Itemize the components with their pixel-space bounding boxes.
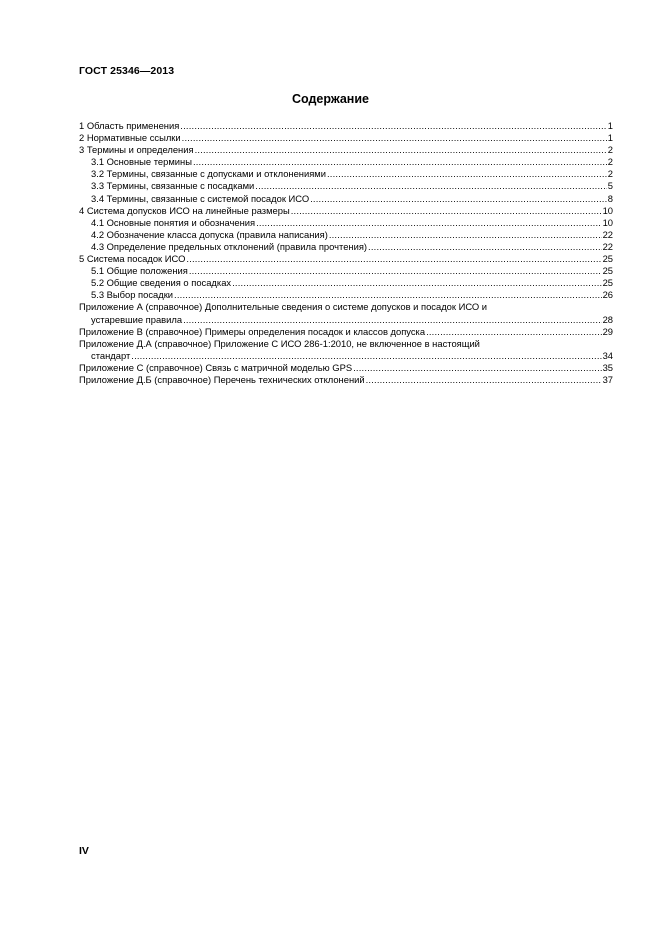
toc-entry-page: 2 (607, 156, 613, 168)
toc-entry-page: 10 (602, 216, 613, 228)
toc-entry-text: 4.2 Обозначение класса допуска (правила написания) (91, 228, 328, 240)
toc-appendix-entry[interactable] (79, 301, 613, 313)
toc-leader-dots (255, 180, 606, 192)
toc-leader-dots (232, 277, 601, 289)
toc-subentry[interactable] (79, 289, 613, 301)
toc-appendix-entry[interactable] (79, 374, 613, 386)
toc-entry-page: 37 (602, 373, 613, 385)
toc-leader-dots (193, 156, 607, 168)
toc-entry-text: 4 Система допусков ИСО на линейные размеры (79, 204, 290, 216)
toc-entry[interactable] (79, 144, 613, 156)
toc-entry-text: 5.2 Общие сведения о посадках (91, 277, 232, 289)
toc-subentry[interactable] (79, 217, 613, 229)
toc-leader-dots (182, 132, 607, 144)
toc-entry-text: Приложение А (справочное) Дополнительные сведения о системе допусков и посадок ИСО и (79, 301, 488, 313)
toc-leader-dots (256, 217, 601, 229)
toc-entry-text: 2 Нормативные ссылки (79, 132, 181, 144)
toc-entry-text: 5 Система посадок ИСО (79, 253, 186, 265)
toc-entry-text: 1 Область применения (79, 120, 180, 131)
toc-entry-text: 3.3 Термины, связанные с посадками (91, 180, 255, 192)
toc-leader-dots (368, 241, 602, 253)
toc-entry-text: стандарт (91, 349, 131, 361)
toc-entry-text: Приложение С (справочное) Связь с матричной моделью GPS (79, 361, 353, 373)
toc-leader-dots (353, 362, 601, 374)
toc-appendix-continuation[interactable] (79, 350, 613, 362)
toc-leader-dots (183, 314, 601, 326)
toc-subentry[interactable] (79, 241, 613, 253)
toc-title: Содержание (291, 92, 369, 106)
document-code: ГОСТ 25346—2013 (79, 65, 175, 77)
toc-entry-text: 3.4 Термины, связанные с системой посадок ИСО (91, 192, 310, 204)
toc-subentry[interactable] (79, 193, 613, 205)
toc-leader-dots (426, 326, 601, 338)
toc-leader-dots (180, 120, 606, 132)
toc-leader-dots (186, 253, 601, 265)
toc-entry-page: 29 (602, 325, 613, 337)
toc-entry-text: 3 Термины и определения (79, 144, 194, 156)
toc-entry[interactable] (79, 205, 613, 217)
toc-entry-page: 10 (602, 204, 613, 216)
toc-leader-dots (291, 205, 602, 217)
toc-appendix-entry[interactable] (79, 338, 613, 350)
page-number: IV (79, 845, 89, 857)
toc-entry[interactable] (79, 120, 613, 132)
toc-entry-page: 25 (602, 277, 613, 289)
toc-subentry[interactable] (79, 229, 613, 241)
toc-entry-page: 34 (602, 349, 613, 361)
toc-leader-dots (327, 168, 607, 180)
toc-appendix-entry[interactable] (79, 362, 613, 374)
toc-entry-text: Приложение Д.А (справочное) Приложение С ИСО 286-1:2010, не включенное в настоящий (79, 337, 480, 349)
toc-entry-page: 25 (602, 253, 613, 265)
toc-appendix-continuation[interactable] (79, 314, 613, 326)
toc-entry-page: 1 (607, 120, 613, 131)
toc-entry-text: 5.3 Выбор посадки (91, 289, 174, 301)
toc-entry-text: 5.1 Общие положения (91, 265, 188, 277)
toc-leader-dots (131, 350, 601, 362)
toc-appendix-entry[interactable] (79, 326, 613, 338)
toc-entry-page: 1 (607, 132, 613, 144)
toc-entry-text: устаревшие правила (91, 313, 183, 325)
toc-entry-text: Приложение Д.Б (справочное) Перечень технических отклонений (79, 373, 365, 385)
toc-entry-page: 25 (602, 265, 613, 277)
toc-leader-dots (174, 289, 602, 301)
toc-entry-text: 3.2 Термины, связанные с допусками и отклонениями (91, 168, 326, 180)
toc-entry-page: 35 (602, 361, 613, 373)
toc-subentry[interactable] (79, 265, 613, 277)
toc-subentry[interactable] (79, 168, 613, 180)
toc-subentry[interactable] (79, 277, 613, 289)
toc-entry-page: 8 (607, 192, 613, 204)
toc-entry-text: 4.3 Определение предельных отклонений (правила прочтения) (91, 240, 368, 252)
toc-entry-page: 2 (607, 144, 613, 156)
toc-entry[interactable] (79, 253, 613, 265)
toc-subentry[interactable] (79, 156, 613, 168)
toc-entry-text: Приложение В (справочное) Примеры определения посадок и классов допуска (79, 325, 426, 337)
toc-leader-dots (329, 229, 602, 241)
toc-entry-text: 3.1 Основные термины (91, 156, 192, 168)
toc-entry-page: 26 (602, 289, 613, 301)
toc-leader-dots (310, 193, 607, 205)
toc-entry[interactable] (79, 132, 613, 144)
toc-entry-page: 5 (607, 180, 613, 192)
toc-entry-page: 28 (602, 313, 613, 325)
toc-entry-page: 22 (602, 228, 613, 240)
toc-leader-dots (189, 265, 602, 277)
toc-entry-text: 4.1 Основные понятия и обозначения (91, 216, 256, 228)
toc-entry-page: 22 (602, 240, 613, 252)
toc-leader-dots (195, 144, 607, 156)
table-of-contents (79, 120, 613, 386)
toc-entry-page: 2 (607, 168, 613, 180)
toc-subentry[interactable] (79, 180, 613, 192)
toc-leader-dots (366, 374, 602, 386)
